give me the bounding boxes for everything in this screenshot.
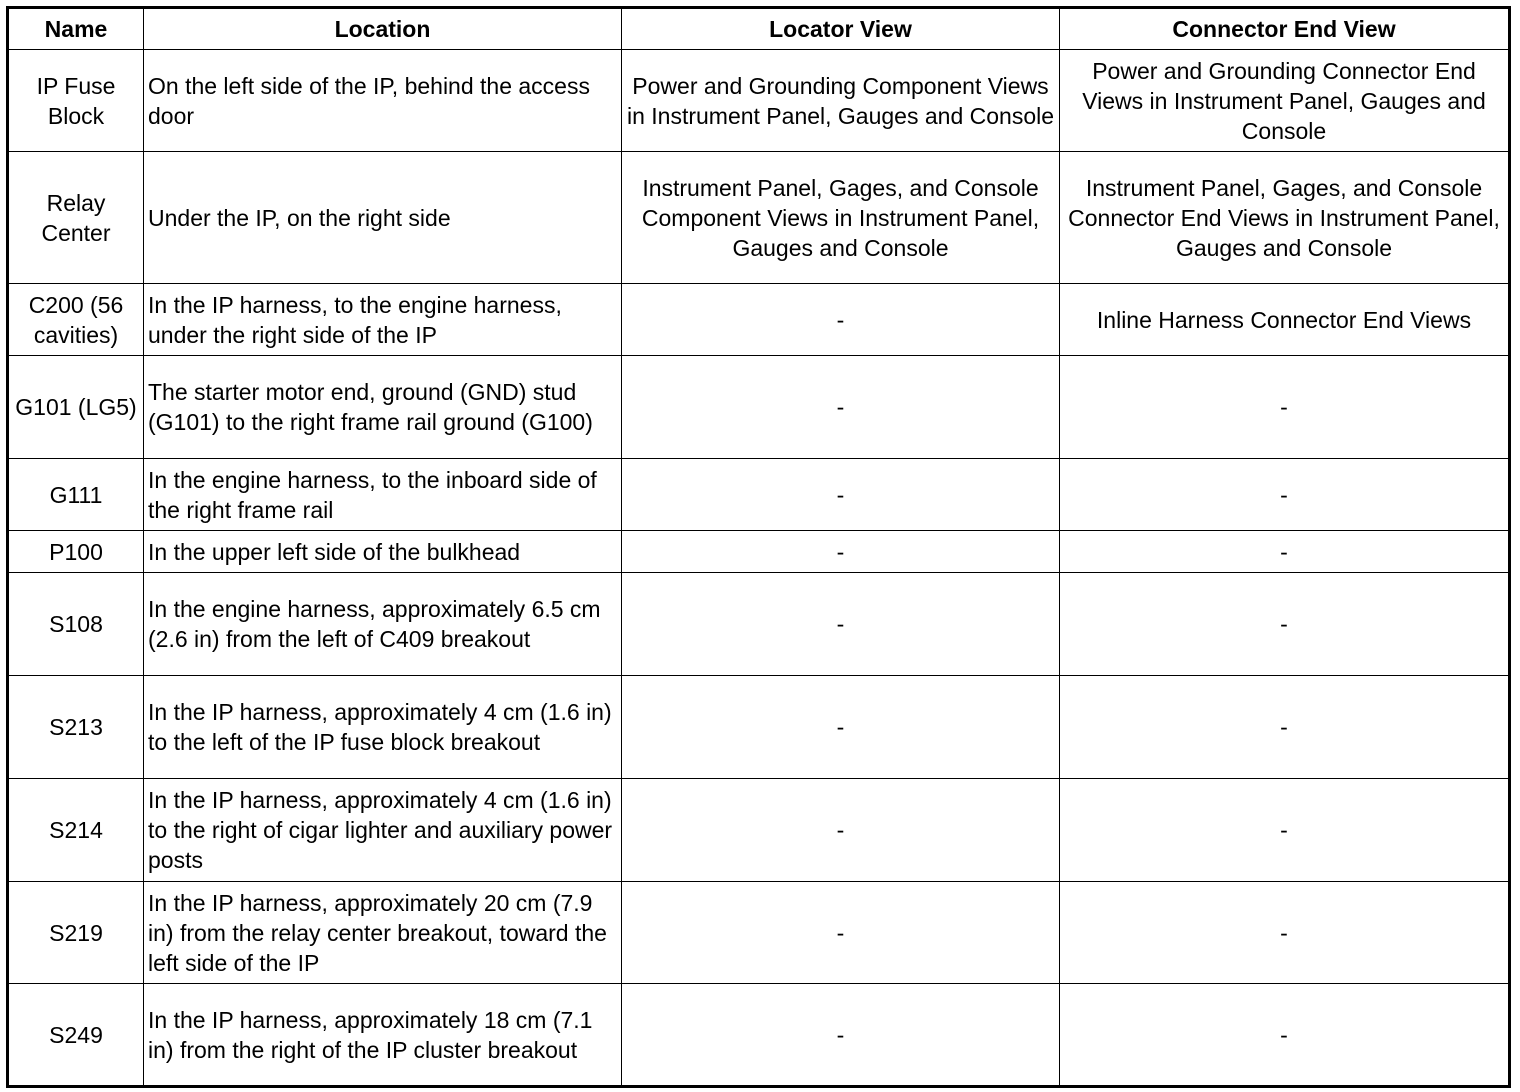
cell-locator-view: - bbox=[622, 531, 1060, 573]
cell-connector-end-view[interactable]: Instrument Panel, Gages, and Console Connector End Views in Instrument Panel, Gauges and Console bbox=[1060, 152, 1510, 284]
cell-name: P100 bbox=[8, 531, 144, 573]
cell-locator-view: - bbox=[622, 676, 1060, 779]
cell-locator-view: - bbox=[622, 573, 1060, 676]
table-row bbox=[8, 50, 1510, 152]
cell-location: In the IP harness, approximately 4 cm (1.6 in) to the right of cigar lighter and auxiliary power posts bbox=[144, 779, 622, 882]
cell-name: Relay Center bbox=[8, 152, 144, 284]
cell-name: S219 bbox=[8, 882, 144, 984]
cell-connector-end-view: - bbox=[1060, 882, 1510, 984]
cell-name: S214 bbox=[8, 779, 144, 882]
table-row bbox=[8, 284, 1510, 356]
table-row bbox=[8, 573, 1510, 676]
cell-connector-end-view: - bbox=[1060, 356, 1510, 459]
cell-locator-view[interactable]: Power and Grounding Component Views in Instrument Panel, Gauges and Console bbox=[622, 50, 1060, 152]
cell-connector-end-view: - bbox=[1060, 459, 1510, 531]
header-row bbox=[8, 8, 1510, 50]
cell-connector-end-view: - bbox=[1060, 984, 1510, 1087]
cell-connector-end-view: - bbox=[1060, 779, 1510, 882]
cell-location: In the engine harness, to the inboard side of the right frame rail bbox=[144, 459, 622, 531]
header-name: Name bbox=[8, 8, 144, 50]
cell-name: S213 bbox=[8, 676, 144, 779]
cell-location: In the upper left side of the bulkhead bbox=[144, 531, 622, 573]
header-connector-end-view: Connector End View bbox=[1060, 8, 1510, 50]
cell-name: C200 (56 cavities) bbox=[8, 284, 144, 356]
cell-locator-view: - bbox=[622, 284, 1060, 356]
table-row bbox=[8, 676, 1510, 779]
cell-locator-view[interactable]: Instrument Panel, Gages, and Console Component Views in Instrument Panel, Gauges and Console bbox=[622, 152, 1060, 284]
cell-name: G111 bbox=[8, 459, 144, 531]
table-row bbox=[8, 531, 1510, 573]
cell-location: In the IP harness, approximately 4 cm (1.6 in) to the left of the IP fuse block breakout bbox=[144, 676, 622, 779]
cell-connector-end-view: - bbox=[1060, 573, 1510, 676]
table-row bbox=[8, 152, 1510, 284]
cell-location: Under the IP, on the right side bbox=[144, 152, 622, 284]
cell-location: The starter motor end, ground (GND) stud (G101) to the right frame rail ground (G100) bbox=[144, 356, 622, 459]
cell-name: G101 (LG5) bbox=[8, 356, 144, 459]
table-row bbox=[8, 882, 1510, 984]
table-row bbox=[8, 356, 1510, 459]
header-location: Location bbox=[144, 8, 622, 50]
table-row bbox=[8, 459, 1510, 531]
cell-connector-end-view[interactable]: Power and Grounding Connector End Views in Instrument Panel, Gauges and Console bbox=[1060, 50, 1510, 152]
cell-name: S108 bbox=[8, 573, 144, 676]
cell-locator-view: - bbox=[622, 779, 1060, 882]
cell-name: IP Fuse Block bbox=[8, 50, 144, 152]
cell-locator-view: - bbox=[622, 984, 1060, 1087]
cell-locator-view: - bbox=[622, 882, 1060, 984]
table-row bbox=[8, 779, 1510, 882]
cell-connector-end-view[interactable]: Inline Harness Connector End Views bbox=[1060, 284, 1510, 356]
header-locator-view: Locator View bbox=[622, 8, 1060, 50]
cell-connector-end-view: - bbox=[1060, 676, 1510, 779]
cell-connector-end-view: - bbox=[1060, 531, 1510, 573]
cell-locator-view: - bbox=[622, 356, 1060, 459]
cell-location: In the IP harness, to the engine harness, under the right side of the IP bbox=[144, 284, 622, 356]
cell-locator-view: - bbox=[622, 459, 1060, 531]
cell-location: In the IP harness, approximately 18 cm (7.1 in) from the right of the IP cluster breakout bbox=[144, 984, 622, 1087]
cell-name: S249 bbox=[8, 984, 144, 1087]
table-row bbox=[8, 984, 1510, 1087]
cell-location: In the IP harness, approximately 20 cm (7.9 in) from the relay center breakout, toward the left side of the IP bbox=[144, 882, 622, 984]
cell-location: In the engine harness, approximately 6.5 cm (2.6 in) from the left of C409 breakout bbox=[144, 573, 622, 676]
component-locator-table bbox=[6, 6, 1511, 1088]
cell-location: On the left side of the IP, behind the access door bbox=[144, 50, 622, 152]
